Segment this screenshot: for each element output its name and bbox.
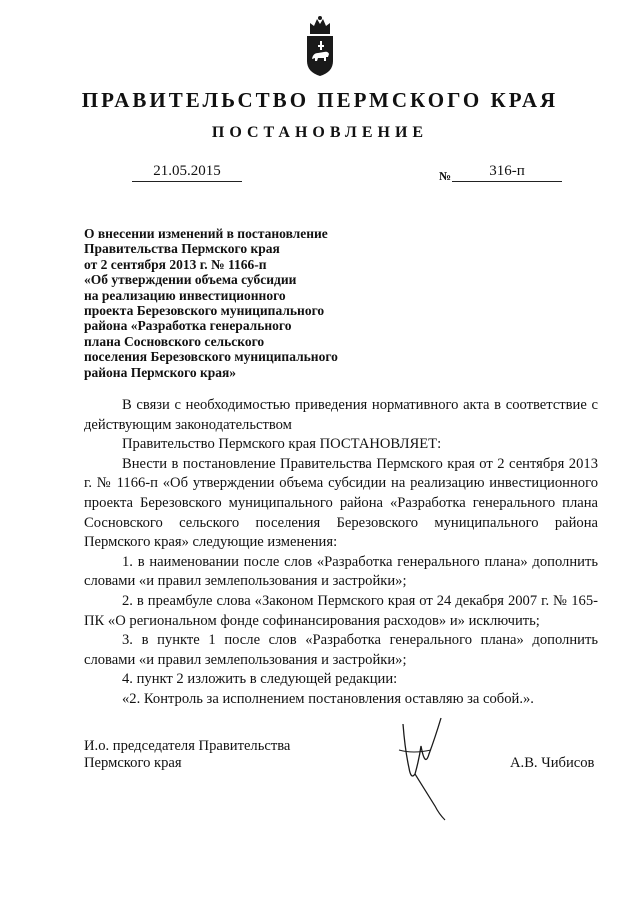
body-paragraph: Внести в постановление Правительства Пермского края от 2 сентября 2013 г. № 1166-п «Об утверждении объема субсидии на реализацию инвестиционного проекта Березовского муниципального района «Разработка генерального плана Сосновского сельского поселения Березовского муниципального района Пермского края» следующие изменения: <box>84 455 598 551</box>
government-title: ПРАВИТЕЛЬСТВО ПЕРМСКОГО КРАЯ <box>81 88 559 112</box>
document-date: 21.05.2015 <box>132 163 242 182</box>
subject-line: на реализацию инвестиционного <box>84 287 286 303</box>
subject-line: проекта Березовского муниципального <box>84 303 325 319</box>
body-paragraph: 3. в пункте 1 после слов «Разработка генерального плана» дополнить словами «и правил землепользования и застройки»; <box>84 632 598 668</box>
document-type: ПОСТАНОВЛЕНИЕ <box>211 124 429 141</box>
body-paragraph: 4. пункт 2 изложить в следующей редакции: <box>122 671 398 688</box>
document-number: 316-п <box>452 163 562 182</box>
subject-line: Правительства Пермского края <box>84 241 280 257</box>
subject-line: поселения Березовского муниципального <box>84 349 338 365</box>
subject-line: от 2 сентября 2013 г. № 1166-п <box>84 256 267 272</box>
document-subject <box>84 226 384 380</box>
subject-line: района Пермского края» <box>84 364 237 380</box>
document-body <box>84 396 598 710</box>
number-sign: № <box>439 169 452 183</box>
body-paragraph: 1. в наименовании после слов «Разработка генерального плана» дополнить словами «и правил землепользования и застройки»; <box>84 553 598 590</box>
body-paragraph: 2. в преамбуле слова «Законом Пермского края от 24 декабря 2007 г. № 165-ПК «О региональном фонде софинансирования расходов» и» исключить; <box>84 592 598 629</box>
handwritten-signature <box>385 710 455 822</box>
signer-position-line: Пермского края <box>84 755 182 771</box>
subject-line: О внесении изменений в постановление <box>84 226 328 241</box>
subject-line: района «Разработка генерального <box>84 318 292 334</box>
subject-line: плана Сосновского сельского <box>84 333 265 349</box>
perm-krai-coat-of-arms-icon <box>304 15 336 77</box>
signer-position-line: И.о. председателя Правительства <box>84 738 291 754</box>
signer-name: А.В. Чибисов <box>510 755 595 771</box>
subject-line: «Об утверждении объема субсидии <box>84 272 297 288</box>
body-paragraph: «2. Контроль за исполнением постановления оставляю за собой.». <box>122 690 534 707</box>
signer-position <box>84 738 290 772</box>
body-paragraph: Правительство Пермского края ПОСТАНОВЛЯЕТ: <box>122 436 442 453</box>
body-paragraph: В связи с необходимостью приведения нормативного акта в соответствие с действующим законодательством <box>84 397 598 433</box>
